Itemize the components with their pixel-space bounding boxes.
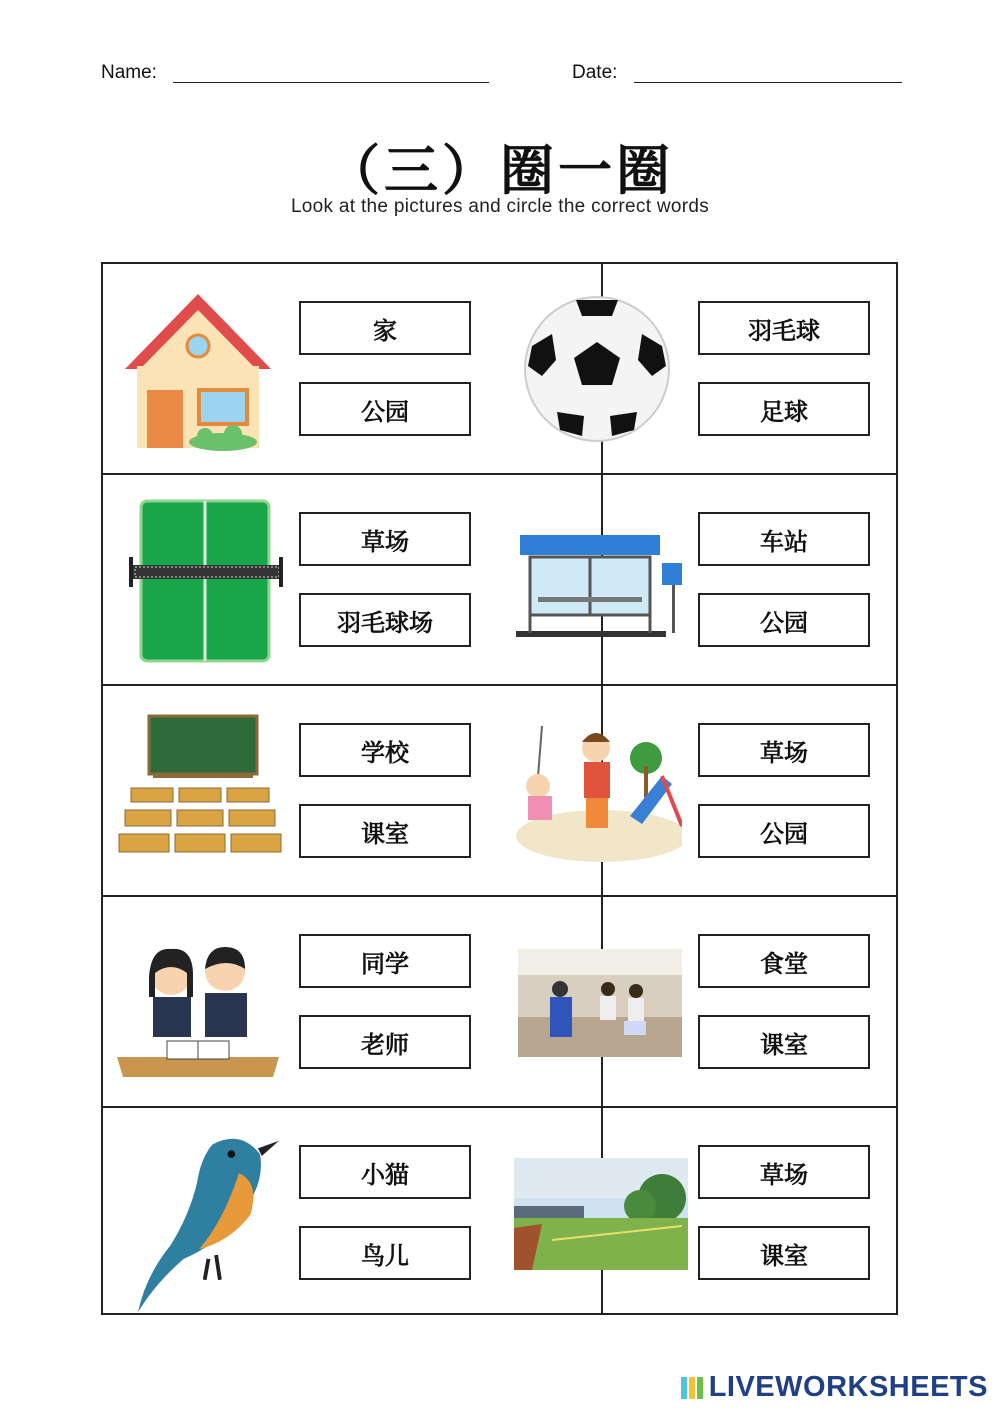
bus-stop-icon [512,495,682,665]
question-cell [502,686,899,896]
option-box[interactable]: 课室 [299,804,471,858]
page-title: （三）圈一圈 [326,139,674,202]
question-cell [502,264,899,474]
park-icon [512,706,682,876]
date-label: Date: [572,62,618,83]
question-cell [502,897,899,1107]
option-box[interactable]: 草场 [698,1145,870,1199]
option-box[interactable]: 草场 [299,512,471,566]
page-subtitle: Look at the pictures and circle the correct words [290,196,710,217]
question-cell [502,1108,899,1318]
option-box[interactable]: 鸟儿 [299,1226,471,1280]
option-box[interactable]: 公园 [299,382,471,436]
option-box[interactable]: 课室 [698,1015,870,1069]
option-box[interactable]: 老师 [299,1015,471,1069]
option-box[interactable]: 课室 [698,1226,870,1280]
bird-icon [113,1116,283,1316]
name-label: Name: [101,62,157,83]
option-box[interactable]: 学校 [299,723,471,777]
option-box[interactable]: 食堂 [698,934,870,988]
name-line[interactable] [173,82,489,83]
canteen-photo [512,917,682,1087]
date-line[interactable] [634,82,902,83]
question-cell [502,475,899,685]
option-box[interactable]: 公园 [698,593,870,647]
option-box[interactable]: 小猫 [299,1145,471,1199]
brand-logo [681,1371,988,1404]
question-cell [103,475,500,685]
brand-name: LIVEWORKSHEETS [708,1371,988,1403]
question-grid [101,262,898,1315]
court-icon [113,495,283,665]
option-box[interactable]: 车站 [698,512,870,566]
classmates-icon [113,917,283,1087]
option-box[interactable]: 羽毛球 [698,301,870,355]
field-photo [512,1128,688,1298]
option-box[interactable]: 同学 [299,934,471,988]
option-box[interactable]: 足球 [698,382,870,436]
question-cell [103,264,500,474]
option-box[interactable]: 公园 [698,804,870,858]
soccer-ball-icon [512,284,682,454]
question-cell [103,897,500,1107]
logo-icon [681,1375,705,1401]
option-box[interactable]: 草场 [698,723,870,777]
option-box[interactable]: 家 [299,301,471,355]
classroom-icon [113,706,283,876]
option-box[interactable]: 羽毛球场 [299,593,471,647]
house-icon [113,284,283,454]
question-cell [103,1108,500,1318]
question-cell [103,686,500,896]
